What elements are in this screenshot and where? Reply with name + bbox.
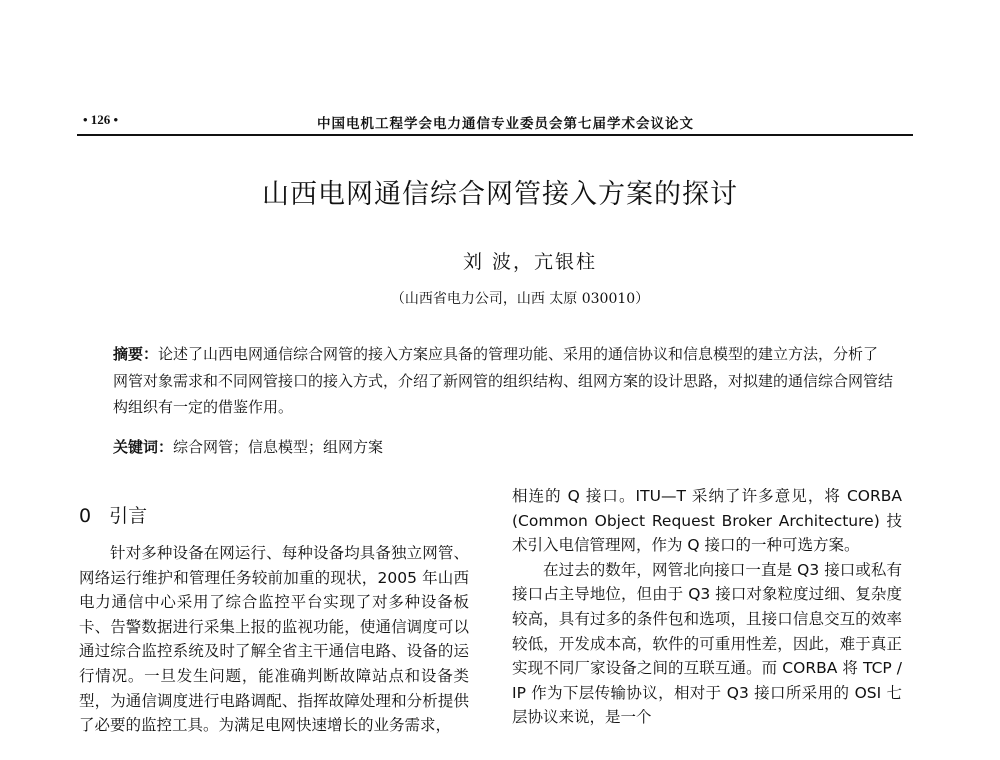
abstract [113, 341, 893, 421]
left-paragraph: 针对多种设备在网运行、每种设备均具备独立网管、网络运行维护和管理任务较前加重的现状，2005 年山西电力通信中心采用了综合监控平台实现了对多种设备板卡、告警数据进行采集上报的监视功能，使通信调度可以通过综合监控系统及时了解全省主干通信电路、设备的运行情况。一旦发生问题，能准确判断故障站点和设备类型，为通信调度进行电路调配、指挥故障处理和分析提供了必要的监控工具。为满足电网快速增长的业务需求， [79, 544, 469, 735]
abstract-text: 论述了山西电网通信综合网管的接入方案应具备的管理功能、采用的通信协议和信息模型的建立方法，分析了网管对象需求和不同网管接口的接入方式，介绍了新网管的组织结构、组网方案的设计思路，对拟建的通信综合网管结构组织有一定的借鉴作用。 [113, 345, 894, 416]
keywords-label: 关键词： [113, 438, 174, 456]
page-number: • 126 • [83, 112, 119, 127]
right-column [512, 484, 902, 730]
right-paragraph-1: 相连的 Q 接口。ITU—T 采纳了许多意见，将 CORBA (Common Object Request Broker Architecture) 技术引入电信管理网，作为 Q 接口的一种可选方案。 [512, 487, 902, 555]
affiliation: （山西省电力公司，山西 太原 030010） [390, 291, 650, 307]
abstract-label: 摘要： [113, 345, 159, 363]
keywords [113, 435, 893, 459]
paper-title: 山西电网通信综合网管接入方案的探讨 [262, 179, 738, 210]
authors: 刘 波，亢银柱 [462, 251, 598, 273]
section-number: 0 [79, 505, 92, 527]
keywords-text: 综合网管；信息模型；组网方案 [173, 438, 384, 456]
section-heading [79, 501, 147, 528]
section-title: 引言 [109, 505, 148, 527]
right-paragraph-2: 在过去的数年，网管北向接口一直是 Q3 接口或私有接口占主导地位，但由于 Q3 接口对象粒度过细、复杂度较高，具有过多的条件包和选项，且接口信息交互的效率较低，开发成本高，软件的可重用性差，因此，难于真正实现不同厂家设备之间的互联互通。而 CORBA 将 TCP / IP 作为下层传输协议，相对于 Q3 接口所采用的 OSI 七层协议来说，是一个 [512, 560, 902, 727]
running-head-title: 中国电机工程学会电力通信专业委员会第七届学术会议论文 [317, 116, 694, 132]
running-header [77, 112, 913, 136]
left-column [79, 541, 469, 738]
